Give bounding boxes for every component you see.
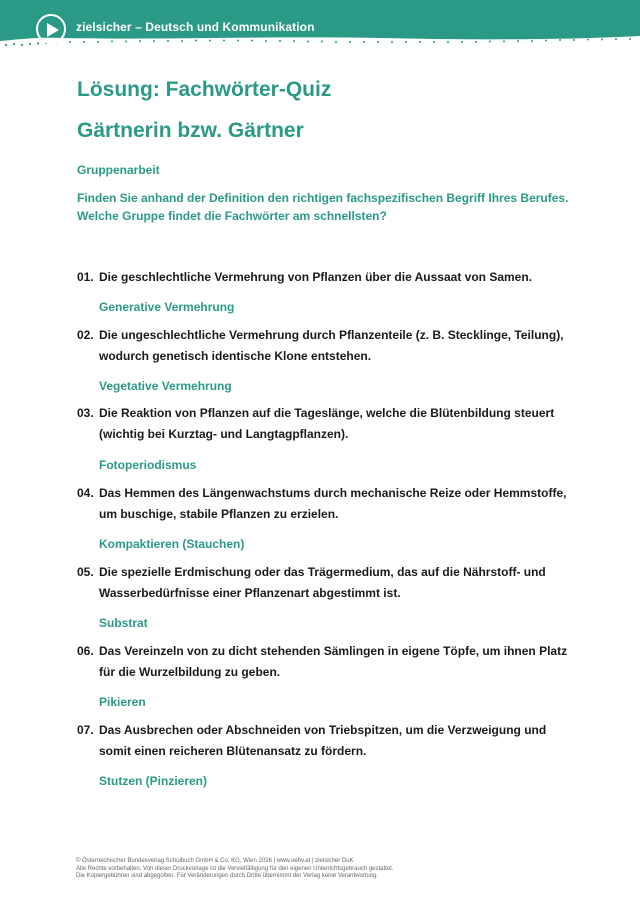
question-number: 06. — [77, 644, 94, 658]
footer-line: © Österreichischer Bundesverlag Schulbuch GmbH & Co. KG, Wien 2026 | www.oebv.at | zielsicher DuK — [76, 858, 354, 864]
question-text: Die Reaktion von Pflanzen auf die Tageslänge, welche die Blütenbildung steuert (wichtig bei Kurztag- und Langtagpflanzen). — [99, 406, 555, 441]
page-title: Lösung: Fachwörter-Quiz — [77, 78, 332, 101]
question-text: Das Hemmen des Längenwachstums durch mechanische Reize oder Hemmstoffe, um buschige, stabile Pflanzen zu erzielen. — [99, 486, 567, 521]
question-number: 02. — [77, 328, 94, 342]
footer-line: Die Kopiergebühren sind abgegolten. Für Veränderungen durch Dritte übernimmt der Verlag keine Verantwortung. — [76, 873, 379, 879]
question-number: 07. — [77, 723, 94, 737]
answer-text: Generative Vermehrung — [99, 300, 235, 314]
answer-text: Pikieren — [99, 695, 146, 709]
brand-name: zielsicher – Deutsch und Kommunikation — [76, 20, 315, 34]
question-number: 05. — [77, 565, 94, 579]
question-number: 03. — [77, 406, 94, 420]
question-text: Die spezielle Erdmischung oder das Trägermedium, das auf die Nährstoff- und Wasserbedürfnisse einer Pflanzenart abgestimmt ist. — [99, 565, 546, 600]
footer-line: Alle Rechte vorbehalten. Von dieser Druckvorlage ist die Vervielfältigung für den eigenen Unterrichtsgebrauch gestattet. — [76, 865, 394, 872]
play-icon — [36, 14, 66, 44]
answer-text: Kompaktieren (Stauchen) — [99, 537, 245, 551]
question-text: Das Ausbrechen oder Abschneiden von Triebspitzen, um die Verzweigung und somit einen reicheren Blütenansatz zu fördern. — [99, 723, 547, 758]
answer-text: Vegetative Vermehrung — [99, 379, 232, 393]
header-band — [0, 0, 640, 60]
question-number: 04. — [77, 486, 94, 500]
instructions-text: Finden Sie anhand der Definition den richtigen fachspezifischen Begriff Ihres Berufes. Welche Gruppe findet die Fachwörter am schnellsten? — [77, 191, 569, 223]
question-text: Die geschlechtliche Vermehrung von Pflanzen über die Aussaat von Samen. — [99, 270, 533, 284]
page-subtitle: Gärtnerin bzw. Gärtner — [77, 119, 304, 142]
section-heading: Gruppenarbeit — [77, 163, 160, 177]
question-number: 01. — [77, 270, 94, 284]
answer-text: Fotoperiodismus — [99, 458, 197, 472]
answer-text: Substrat — [99, 616, 148, 630]
question-text: Das Vereinzeln von zu dicht stehenden Sämlingen in eigene Töpfe, um ihnen Platz für die Wurzelbildung zu geben. — [99, 644, 568, 679]
question-text: Die ungeschlechtliche Vermehrung durch Pflanzenteile (z. B. Stecklinge, Teilung), wodurch genetisch identische Klone entstehen. — [99, 328, 564, 363]
footer-copyright — [76, 858, 596, 881]
answer-text: Stutzen (Pinzieren) — [99, 774, 208, 788]
